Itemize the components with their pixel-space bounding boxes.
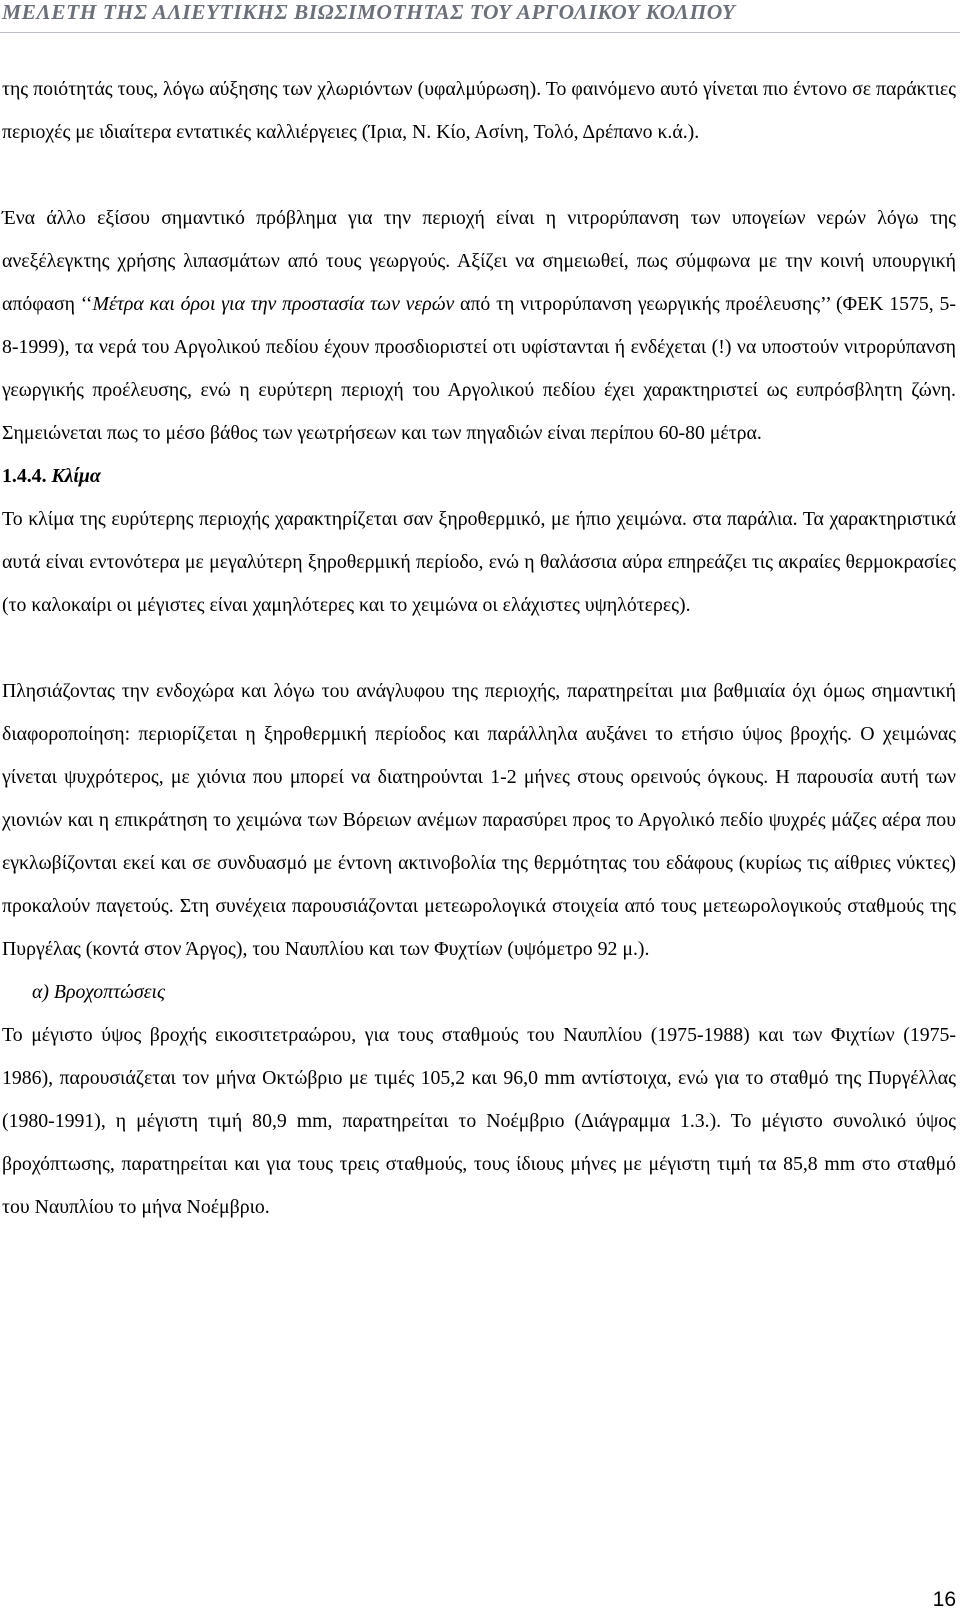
page-body xyxy=(2,68,956,1229)
section-number: 1.4.4. xyxy=(2,465,52,487)
regulation-title-italic: Μέτρα και όροι για την προστασία των νερών xyxy=(92,293,455,315)
page-number: 16 xyxy=(932,1588,956,1611)
paragraph-groundwater-salinity: της ποιότητάς τους, λόγω αύξησης των χλωριόντων (υφαλμύρωση). Το φαινόμενο αυτό γίνεται πιο έντονο σε παράκτιες περιοχές με ιδιαίτερα εντατικές καλλιέργειες (Ίρια, Ν. Κίο, Ασίνη, Τολό, Δρέπανο κ.ά.). xyxy=(2,78,956,143)
paragraph-nitrate-pollution xyxy=(2,197,956,455)
paragraph-nitrate-text-b: από τη νιτρορύπανση γεωργικής προέλευσης’’ (ΦΕΚ 1575, 5-8-1999), τα νερά του Αργολικού πεδίου έχουν προσδιοριστεί οτι υφίστανται ή ενδέχεται (!) να υποστούν νιτρορύπανση γεωργικής προέλευσης, ενώ η ευρύτερη περιοχή του Αργολικού πεδίου έχει χαρακτηριστεί ως ευπρόσβλητη ζώνη. Σημειώνεται πως το μέσο βάθος των γεωτρήσεων και των πηγαδιών είναι περίπου 60-80 μέτρα. xyxy=(2,293,956,444)
running-header-title: ΜΕΛΕΤΗ ΤΗΣ ΑΛΙΕΥΤΙΚΗΣ ΒΙΩΣΙΜΟΤΗΤΑΣ ΤΟΥ ΑΡΓΟΛΙΚΟΥ ΚΟΛΠΟΥ xyxy=(2,0,736,24)
paragraph-inland-climate: Πλησιάζοντας την ενδοχώρα και λόγω του ανάγλυφου της περιοχής, παρατηρείται μια βαθμιαία όχι όμως σημαντική διαφοροποίηση: περιορίζεται η ξηροθερμική περίοδος και παράλληλα αυξάνει το ετήσιο ύψος βροχής. Ο χειμώνας γίνεται ψυχρότερος, με χιόνια που μπορεί να διατηρούνται 1-2 μήνες στους ορεινούς όγκους. Η παρουσία αυτή των χιονιών και η επικράτηση το χειμώνα των Βόρειων ανέμων παρασύρει προς το Αργολικό πεδίο ψυχρές μάζες αέρα που εγκλωβίζονται εκεί και σε συνδυασμό με έντονη ακτινοβολία της θερμότητας του εδάφους (κυρίως τις αίθριες νύκτες) προκαλούν παγετούς. Στη συνέχεια παρουσιάζονται μετεωρολογικά στοιχεία από τους μετεωρολογικούς σταθμούς της Πυργέλας (κοντά στον Άργος), του Ναυπλίου και των Φυχτίων (υψόμετρο 92 μ.). xyxy=(2,680,956,960)
section-title: Κλίμα xyxy=(51,465,101,487)
header-divider xyxy=(0,32,960,33)
paragraph-nitrate-text-a: Ένα άλλο εξίσου σημαντικό πρόβλημα για την περιοχή είναι η νιτρορύπανση των υπογείων νερών λόγω της ανεξέλεγκτης χρήσης λιπασμάτων από τους γεωργούς. Αξίζει να σημειωθεί, πως σύμφωνα με την κοινή υπουργική απόφαση ‘‘ xyxy=(2,207,956,315)
running-header xyxy=(0,0,960,40)
paragraph-spacer xyxy=(2,627,956,670)
subsection-title: α) Βροχοπτώσεις xyxy=(32,981,166,1003)
subsection-heading-rainfall xyxy=(2,971,956,1014)
paragraph-spacer xyxy=(2,154,956,197)
paragraph-climate-overview: Το κλίμα της ευρύτερης περιοχής χαρακτηρίζεται σαν ξηροθερμικό, με ήπιο χειμώνα. στα παράλια. Τα χαρακτηριστικά αυτά είναι εντονότερα με μεγαλύτερη ξηροθερμική περίοδο, ενώ η θαλάσσια αύρα επηρεάζει τις ακραίες θερμοκρασίες (το καλοκαίρι οι μέγιστες είναι χαμηλότερες και το χειμώνα οι ελάχιστες υψηλότερες). xyxy=(2,508,956,616)
section-heading-climate xyxy=(2,455,956,498)
paragraph-rainfall: Το μέγιστο ύψος βροχής εικοσιτετραώρου, για τους σταθμούς του Ναυπλίου (1975-1988) και των Φιχτίων (1975-1986), παρουσιάζεται τον μήνα Οκτώβριο με τιμές 105,2 και 96,0 mm αντίστοιχα, ενώ για το σταθμό της Πυργέλλας (1980-1991), η μέγιστη τιμή 80,9 mm, παρατηρείται το Νοέμβριο (Διάγραμμα 1.3.). Το μέγιστο συνολικό ύψος βροχόπτωσης, παρατηρείται και για τους τρεις σταθμούς, τους ίδιους μήνες με μέγιστη τιμή τα 85,8 mm στο σταθμό του Ναυπλίου το μήνα Νοέμβριο. xyxy=(2,1024,956,1218)
